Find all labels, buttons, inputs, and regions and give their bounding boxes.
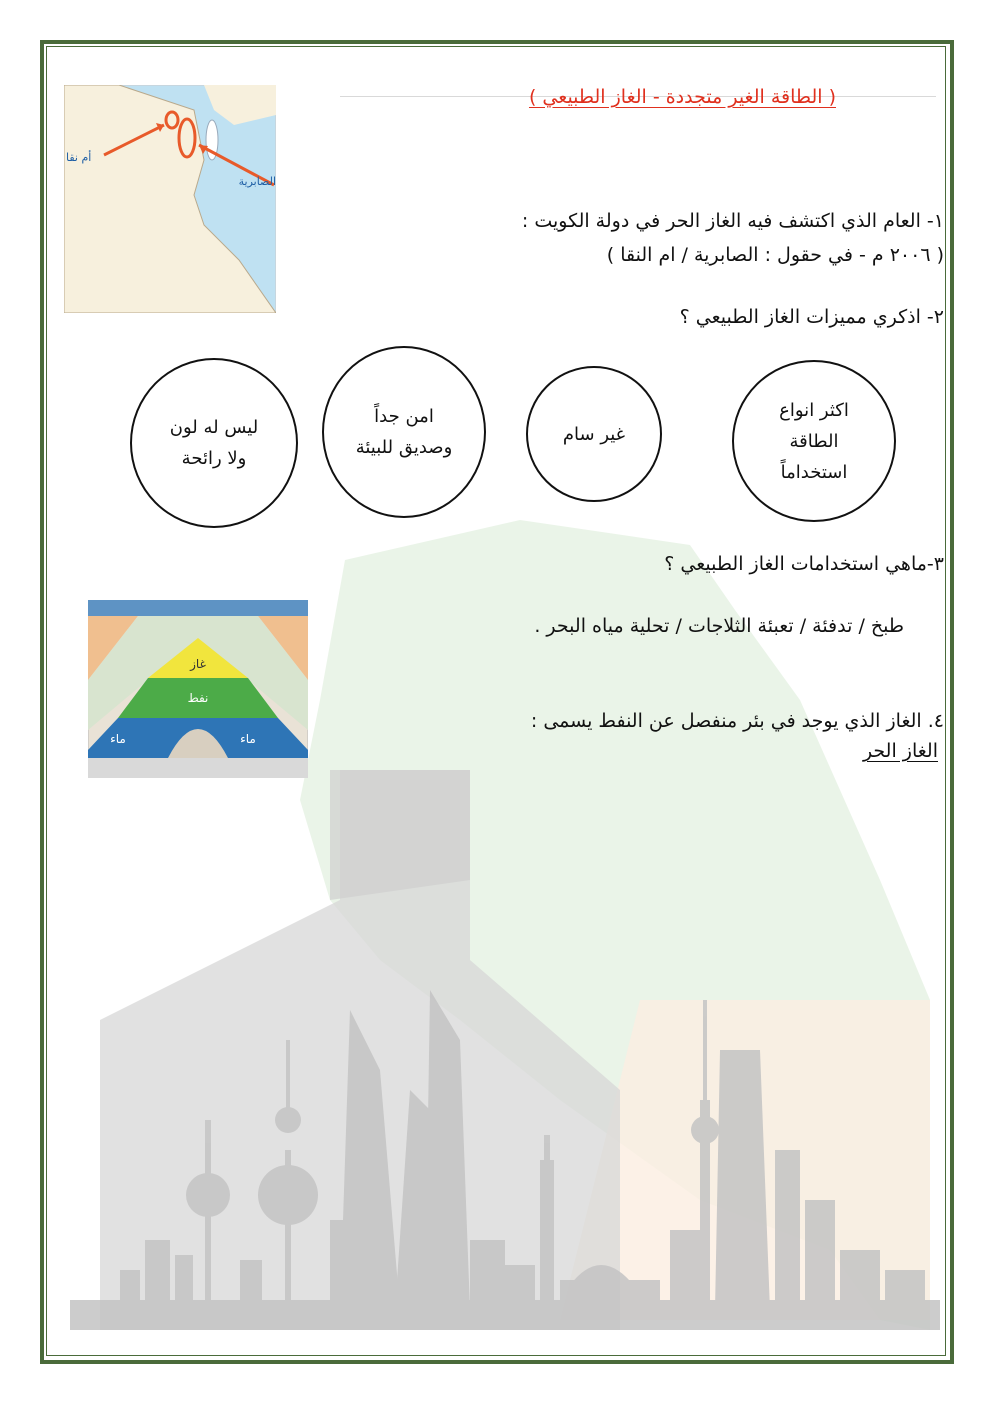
map-label-sabriya: الصابرية [238, 175, 276, 188]
gas-oil-water-layers-diagram [88, 600, 308, 778]
q3-answer: طبخ / تدفئة / تعبئة الثلاجات / تحلية مياه البحر . [534, 615, 904, 637]
feature-text-1: اكثر انواع الطاقة استخداماً [779, 399, 849, 483]
q3-question: ٣-ماهي استخدامات الغاز الطبيعي ؟ [664, 553, 944, 575]
q4-answer: الغاز الحر [862, 740, 938, 762]
layer-label-gas: غاز [190, 657, 206, 671]
feature-circle-2 [526, 366, 662, 502]
feature-circle-1 [732, 360, 896, 522]
map-label-umm-naqa: أم نقا [66, 151, 92, 164]
page-title: ( الطاقة الغير متجددة - الغاز الطبيعي ) [528, 86, 836, 108]
q1-question: ١- العام الذي اكتشف فيه الغاز الحر في دولة الكويت : [521, 210, 944, 232]
feature-circle-3 [322, 346, 486, 518]
feature-text-4: ليس له لون ولا رائحة [169, 417, 259, 469]
q1-answer: ( ٢٠٠٦ م - في حقول : الصابرية / ام النقا ) [606, 244, 944, 266]
layer-label-water-left: ماء [110, 732, 126, 746]
q2-question: ٢- اذكري مميزات الغاز الطبيعي ؟ [679, 306, 944, 328]
kuwait-gas-fields-map [64, 85, 276, 313]
feature-circle-4 [130, 358, 298, 528]
feature-text-3: امن جداً وصديق للبيئة [355, 406, 453, 458]
q4-question: ٤. الغاز الذي يوجد في بئر منفصل عن النفط يسمى : [530, 710, 944, 732]
layer-label-water-right: ماء [240, 732, 256, 746]
feature-text-2: غير سام [562, 423, 626, 445]
layer-label-oil: نفط [187, 691, 209, 705]
